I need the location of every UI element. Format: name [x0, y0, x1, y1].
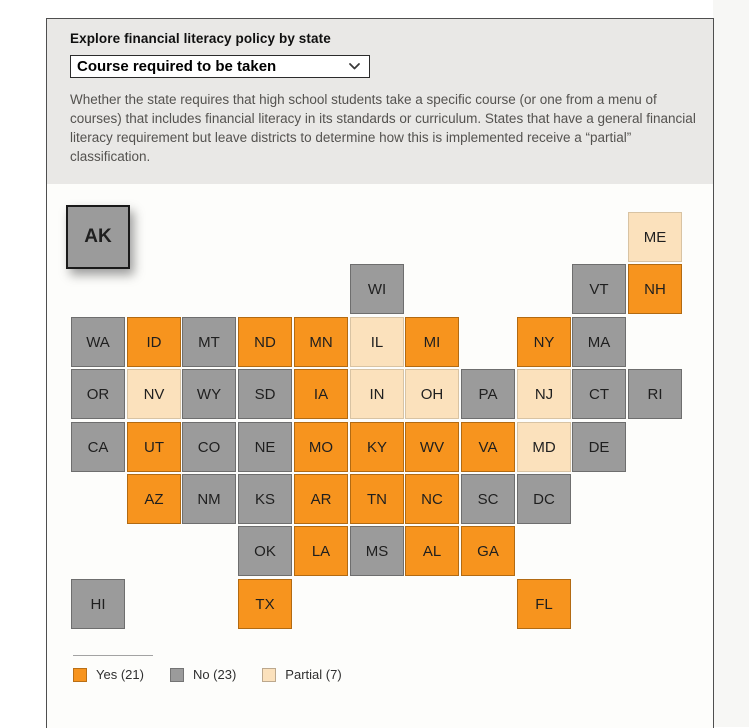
legend-label: Yes (21)	[96, 667, 144, 682]
state-tile-me[interactable]: ME	[628, 212, 682, 262]
state-tile-id[interactable]: ID	[127, 317, 181, 367]
state-tile-ia[interactable]: IA	[294, 369, 348, 419]
financial-literacy-widget	[46, 18, 714, 728]
state-tile-ky[interactable]: KY	[350, 422, 404, 472]
state-tile-ak[interactable]: AK	[66, 205, 130, 269]
state-tile-ca[interactable]: CA	[71, 422, 125, 472]
state-tile-al[interactable]: AL	[405, 526, 459, 576]
policy-dropdown[interactable]	[70, 55, 370, 78]
state-tile-mi[interactable]: MI	[405, 317, 459, 367]
state-tile-in[interactable]: IN	[350, 369, 404, 419]
state-tile-mt[interactable]: MT	[182, 317, 236, 367]
state-tile-co[interactable]: CO	[182, 422, 236, 472]
widget-title: Explore financial literacy policy by state	[70, 31, 331, 46]
state-tile-nd[interactable]: ND	[238, 317, 292, 367]
legend-item-yes	[73, 667, 144, 682]
state-tile-oh[interactable]: OH	[405, 369, 459, 419]
state-tile-la[interactable]: LA	[294, 526, 348, 576]
state-tile-ks[interactable]: KS	[238, 474, 292, 524]
state-tile-ok[interactable]: OK	[238, 526, 292, 576]
state-tile-ar[interactable]: AR	[294, 474, 348, 524]
state-tile-ms[interactable]: MS	[350, 526, 404, 576]
state-tile-ne[interactable]: NE	[238, 422, 292, 472]
legend-label: No (23)	[192, 667, 237, 682]
state-tile-tn[interactable]: TN	[350, 474, 404, 524]
state-tile-hi[interactable]: HI	[71, 579, 125, 629]
state-tile-nh[interactable]: NH	[628, 264, 682, 314]
legend-swatch-no	[170, 668, 184, 682]
state-tile-de[interactable]: DE	[572, 422, 626, 472]
state-tile-ga[interactable]: GA	[461, 526, 515, 576]
state-tile-va[interactable]: VA	[461, 422, 515, 472]
state-tile-nv[interactable]: NV	[127, 369, 181, 419]
header-panel	[47, 19, 713, 184]
state-tile-ut[interactable]: UT	[127, 422, 181, 472]
state-tile-md[interactable]: MD	[517, 422, 571, 472]
state-tile-wa[interactable]: WA	[71, 317, 125, 367]
state-tile-il[interactable]: IL	[350, 317, 404, 367]
state-tile-wy[interactable]: WY	[182, 369, 236, 419]
state-tile-wi[interactable]: WI	[350, 264, 404, 314]
state-tile-tx[interactable]: TX	[238, 579, 292, 629]
legend-item-partial	[262, 667, 341, 682]
legend-swatch-yes	[73, 668, 87, 682]
state-tile-nj[interactable]: NJ	[517, 369, 571, 419]
state-tile-mn[interactable]: MN	[294, 317, 348, 367]
state-tile-wv[interactable]: WV	[405, 422, 459, 472]
page-background-strip	[713, 0, 749, 727]
chevron-down-icon	[348, 62, 361, 71]
state-tile-nm[interactable]: NM	[182, 474, 236, 524]
state-tile-ct[interactable]: CT	[572, 369, 626, 419]
legend-swatch-partial	[262, 668, 276, 682]
state-tile-ny[interactable]: NY	[517, 317, 571, 367]
state-tile-sd[interactable]: SD	[238, 369, 292, 419]
state-tile-or[interactable]: OR	[71, 369, 125, 419]
state-tile-nc[interactable]: NC	[405, 474, 459, 524]
legend-item-no	[170, 667, 236, 682]
policy-description: Whether the state requires that high school students take a specific course (or one from a menu of courses) that includes financial literacy in its standards or curriculum. States that have a general financial literacy requirement but leave districts to determine how this is implemented receive a “partial” classification.	[70, 92, 696, 164]
state-tile-vt[interactable]: VT	[572, 264, 626, 314]
policy-dropdown-value: Course required to be taken	[77, 58, 277, 75]
state-tile-az[interactable]: AZ	[127, 474, 181, 524]
state-tile-fl[interactable]: FL	[517, 579, 571, 629]
legend	[73, 667, 342, 682]
state-tile-mo[interactable]: MO	[294, 422, 348, 472]
legend-label: Partial (7)	[285, 667, 342, 682]
state-tile-ri[interactable]: RI	[628, 369, 682, 419]
state-tile-pa[interactable]: PA	[461, 369, 515, 419]
state-tile-ma[interactable]: MA	[572, 317, 626, 367]
legend-divider	[73, 655, 153, 656]
state-tile-dc[interactable]: DC	[517, 474, 571, 524]
state-tile-sc[interactable]: SC	[461, 474, 515, 524]
